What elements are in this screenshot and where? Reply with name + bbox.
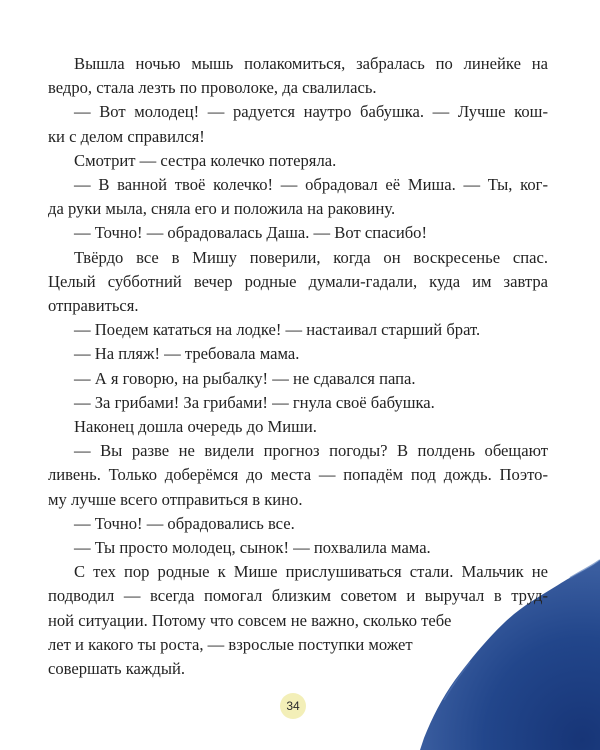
text-line: — На пляж! — требовала мама. — [74, 344, 300, 364]
text-line: — Точно! — обрадовалась Даша. — Вот спасибо! — [74, 223, 427, 243]
text-line: ливень. Только доберёмся до места — попадём под дождь. Поэто- — [48, 465, 548, 485]
text-line: — Вот молодец! — радуется наутро бабушка. — Лучше кош- — [74, 102, 548, 122]
text-line: — Поедем кататься на лодке! — настаивал старший брат. — [74, 320, 481, 340]
text-line: Наконец дошла очередь до Миши. — [74, 417, 317, 437]
text-line: — Вы разве не видели прогноз погоды? В полдень обещают — [74, 441, 548, 461]
text-line: Твёрдо все в Мишу поверили, когда он воскресенье спас. — [74, 247, 548, 267]
text-line: Целый субботний вечер родные думали-гадали, куда им завтра — [48, 271, 548, 291]
text-line: да руки мыла, сняла его и положила на раковину. — [48, 199, 396, 219]
text-line: совершать каждый. — [48, 659, 186, 679]
page-number-badge: 34 — [280, 693, 306, 719]
text-line: ной ситуации. Потому что совсем не важно, сколько тебе — [48, 610, 452, 630]
text-line: — Ты просто молодец, сынок! — похвалила мама. — [74, 538, 431, 558]
text-line: — За грибами! За грибами! — гнула своё бабушка. — [74, 392, 435, 412]
text-line: ведро, стала лезть по проволоке, да свалилась. — [48, 78, 377, 98]
text-line: — А я говорю, на рыбалку! — не сдавался папа. — [74, 368, 416, 388]
text-line: подводил — всегда помогал близким советом и выручал в труд- — [48, 586, 548, 606]
text-line: отправиться. — [48, 296, 139, 316]
text-line: — Точно! — обрадовались все. — [74, 513, 295, 533]
text-line: Вышла ночью мышь полакомиться, забралась по линейке на — [74, 54, 548, 73]
text-line: — В ванной твоё колечко! — обрадовал её Миша. — Ты, ког- — [74, 175, 548, 195]
story-text — [48, 52, 548, 681]
text-line: Смотрит — сестра колечко потеряла. — [74, 150, 337, 170]
text-line: С тех пор родные к Мише прислушиваться стали. Мальчик не — [74, 562, 548, 582]
text-line: ки с делом справился! — [48, 126, 205, 146]
text-line: му лучше всего отправиться в кино. — [48, 489, 303, 509]
text-line: лет и какого ты роста, — взрослые поступки может — [48, 634, 413, 654]
